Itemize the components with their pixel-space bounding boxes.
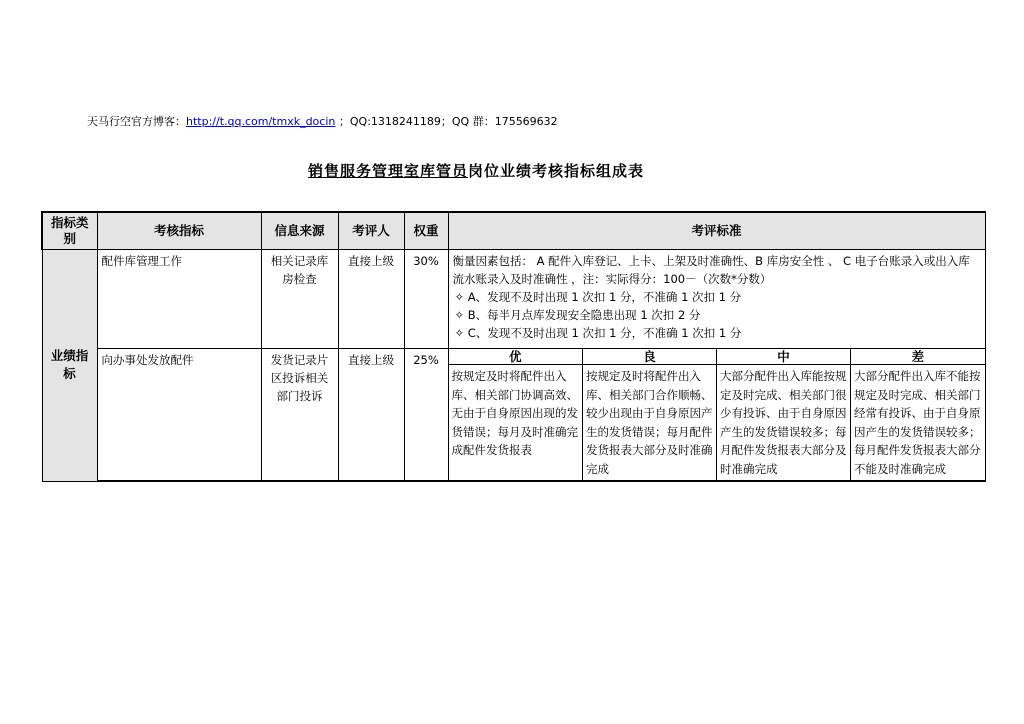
header-weight: 权重 [404,212,448,250]
grade-label-good: 良 [583,349,717,365]
header-prefix: 天马行空官方博客： [87,115,186,128]
blog-header [87,113,558,129]
page-title [308,160,644,181]
weight-cell: 25% [404,349,448,482]
standard-bullet: ✧ B、每半月点库发现安全隐患出现 1 次扣 2 分 [454,308,701,322]
grade-text-poor: 大部分配件出入库不能按规定及时完成、相关部门经常有投诉、由于自身原因产生的发货错误较多；每月配件发货报表大部分不能及时准确完成 [851,365,985,481]
grade-text-row [449,365,985,481]
header-source: 信息来源 [261,212,338,250]
grade-text-fair: 大部分配件出入库能按规定及时完成、相关部门很少有投诉、由于自身原因产生的发货错误较多；每月配件发货报表大部分及时准确完成 [717,365,851,481]
indicator-cell: 向办事处发放配件 [97,349,261,482]
title-rest: 岗位业绩考核指标组成表 [468,162,645,180]
grade-container [448,349,985,482]
grade-header-row [449,349,985,365]
grade-text-excellent: 按规定及时将配件出入库、相关部门协调高效、无由于自身原因出现的发货错误；每月及时准确完成配件发货报表 [449,365,583,481]
source-cell: 相关记录库房检查 [261,250,338,349]
grade-label-poor: 差 [851,349,985,365]
table-row [42,250,985,349]
header-suffix: ；QQ:1318241189；QQ 群：175569632 [335,115,558,128]
grade-text-good: 按规定及时将配件出入库、相关部门合作顺畅、较少出现由于自身原因产生的发货错误；每月配件发货报表大部分及时准确完成 [583,365,717,481]
standard-bullet: ✧ C、发现不及时出现 1 次扣 1 分，不准确 1 次扣 1 分 [454,326,742,340]
standard-bullet: ✧ A、发现不及时出现 1 次扣 1 分，不准确 1 次扣 1 分 [454,290,742,304]
header-row [42,212,985,250]
source-cell: 发货记录片区投诉相关部门投诉 [261,349,338,482]
table-row [42,349,985,482]
grade-table [449,349,985,480]
header-evaluator: 考评人 [338,212,404,250]
grade-label-excellent: 优 [449,349,583,365]
evaluator-cell: 直接上级 [338,349,404,482]
kpi-table [41,211,986,482]
title-underlined: 销售服务管理室库管员 [308,162,469,180]
standard-intro: 衡量因素包括： A 配件入库登记、上卡、上架及时准确性、B 库房安全性 、 C 电子台账录入或出入库流水账录入及时准确性 ，注：实际得分：100－（次数*分数） [452,254,970,286]
evaluator-cell: 直接上级 [338,250,404,349]
header-indicator: 考核指标 [97,212,261,250]
grade-label-fair: 中 [717,349,851,365]
standard-cell [448,250,985,349]
blog-link[interactable]: http://t.qq.com/tmxk_docin [186,115,336,128]
indicator-cell: 配件库管理工作 [97,250,261,349]
header-category: 指标类别 [42,212,97,250]
weight-cell: 30% [404,250,448,349]
category-cell: 业绩指标 [42,250,97,482]
header-standard: 考评标准 [448,212,985,250]
